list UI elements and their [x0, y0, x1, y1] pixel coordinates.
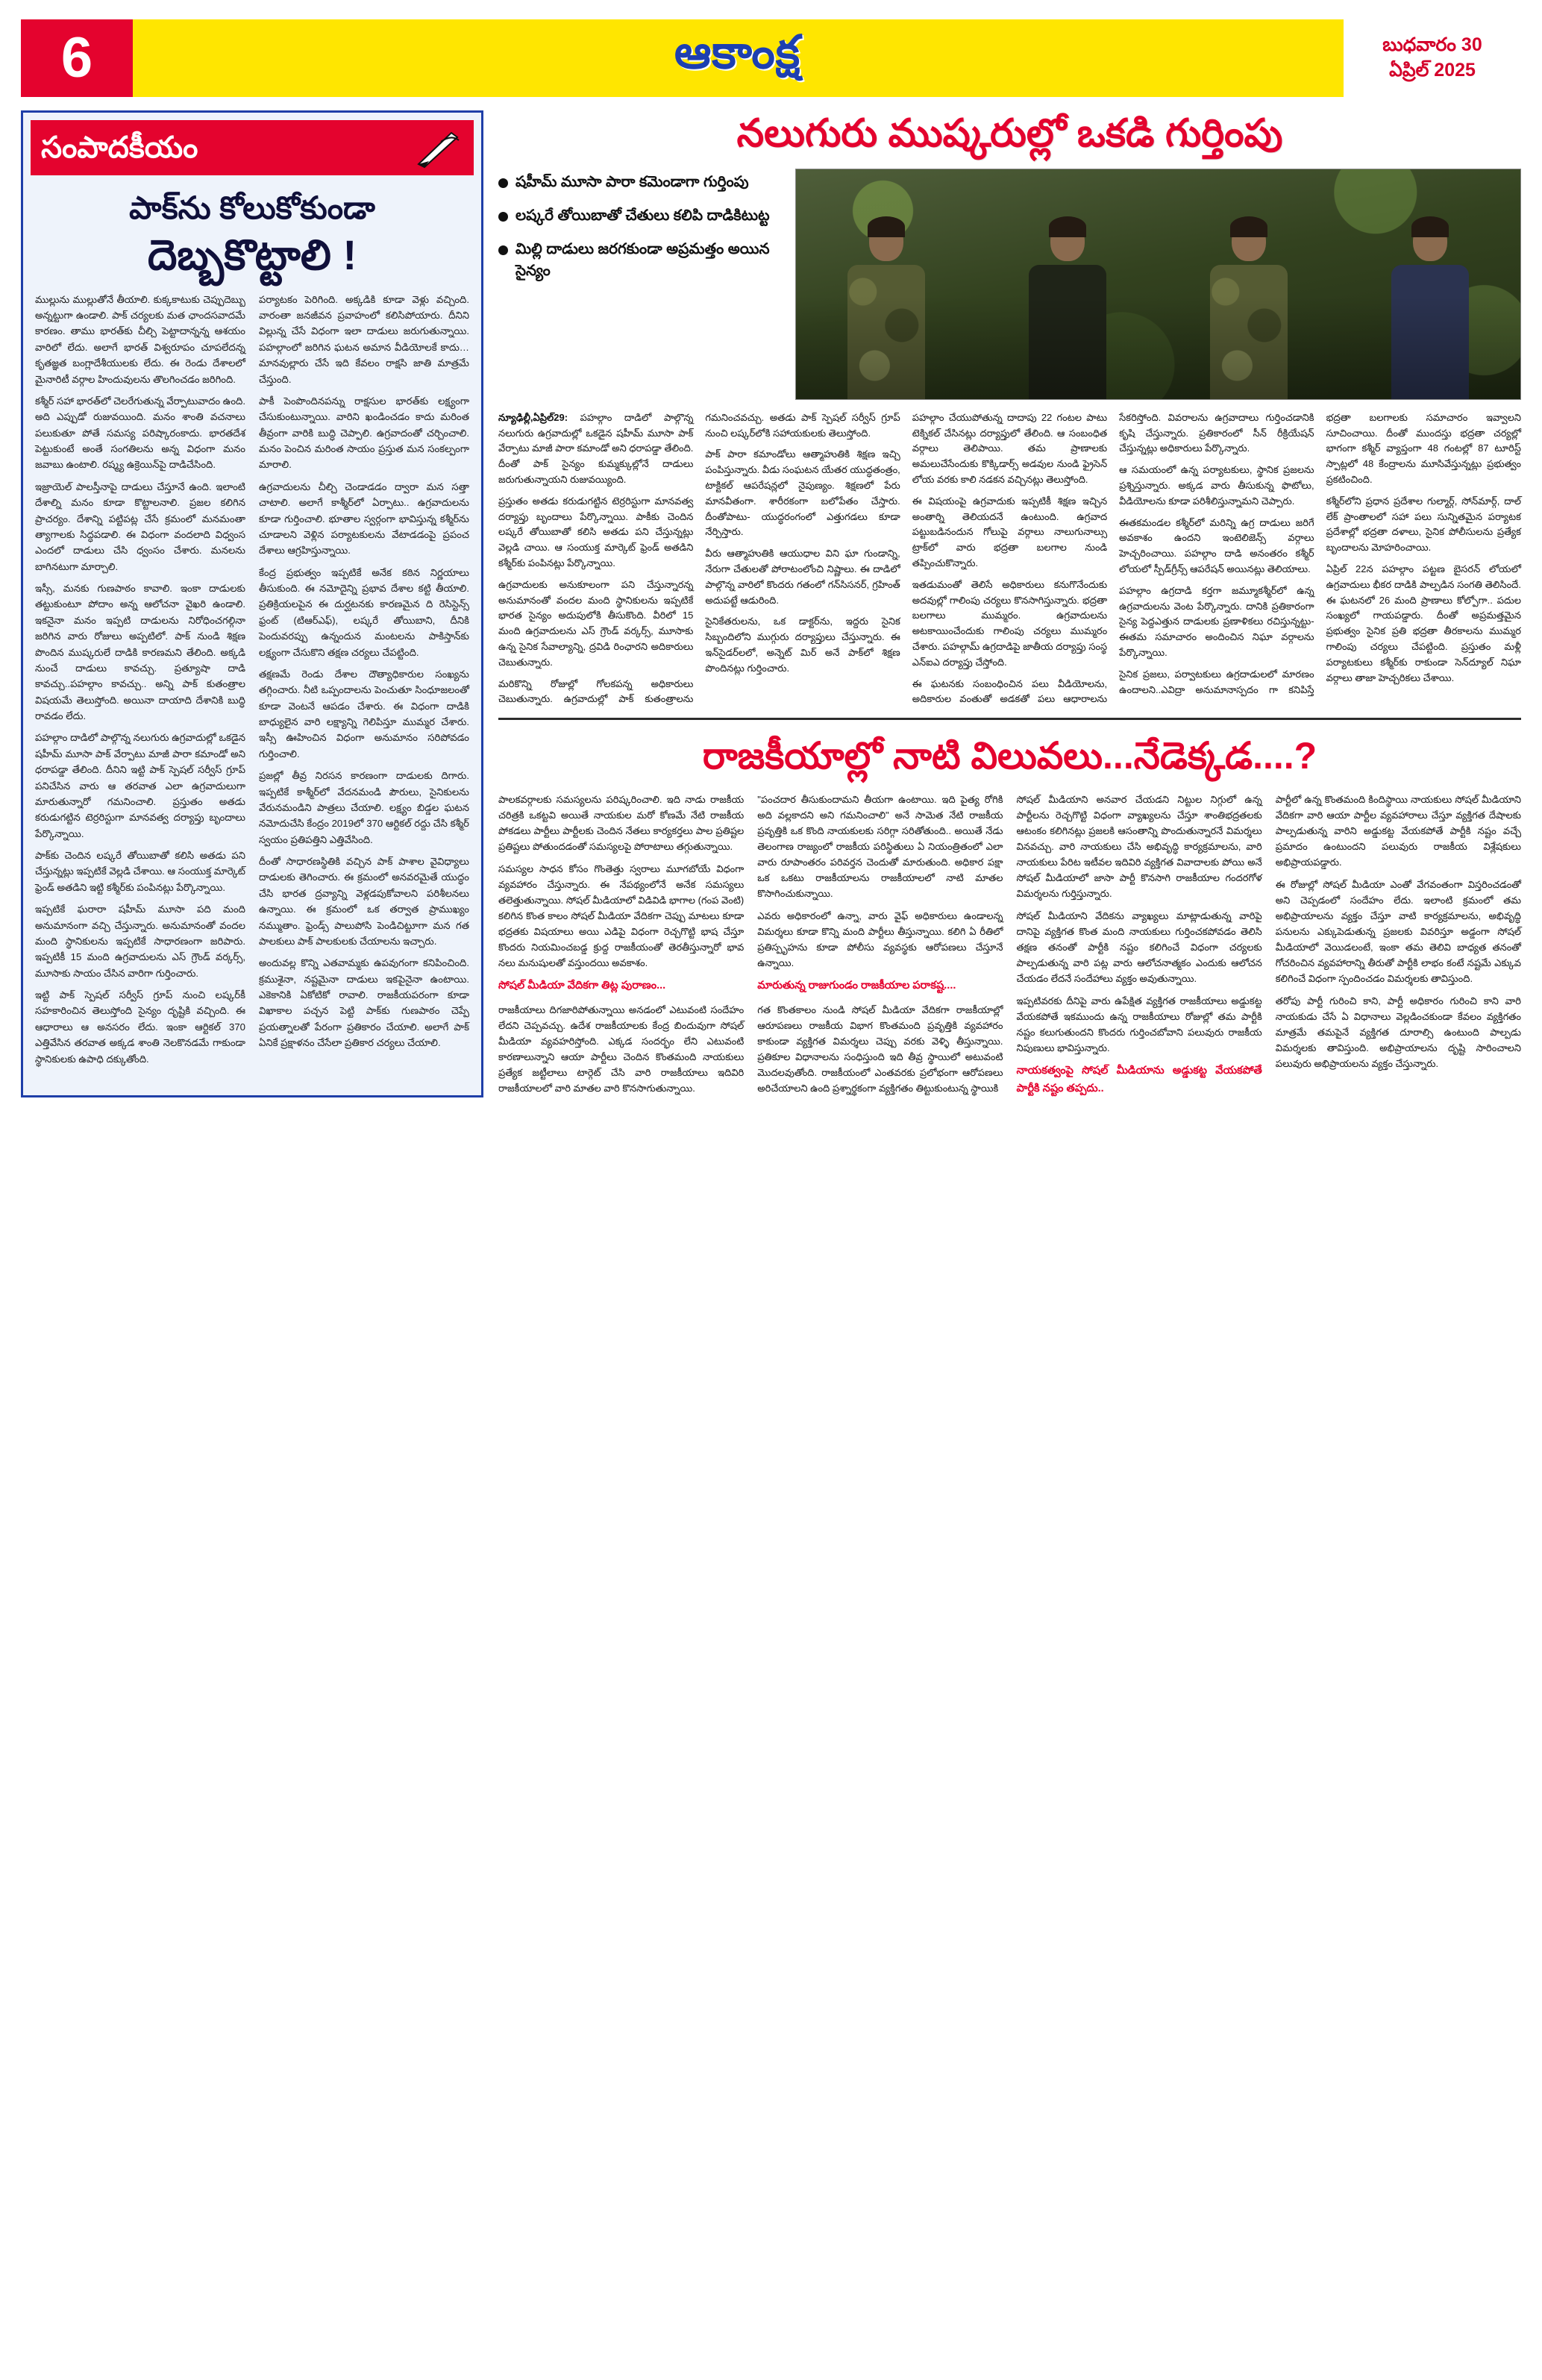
- bottom-story-subhead: నాయకత్వంపై సోషల్‌ మీడియాను అడ్డుకట్ట వేయకపోతే పార్టీకి నష్టం తప్పదు..: [1016, 1065, 1262, 1095]
- bottom-story-paragraph: ఇప్పటివరకు దీనిపై వారు ఉపేక్షిత వ్యక్తిగత రాజకీయాలు అడ్డుకట్ట వేయకపోతే ఇకముందు ఉన్న రాజకీయాలు రోజుల్లో తమ పార్టీకి నష్టం కలుగుతుందని కొందరు గుర్తించబోవాని పలువురు రాజకీయ నిపుణులు భావిస్తున్నారు.: [1016, 995, 1262, 1054]
- date-month-year: ఏప్రిల్ 2025: [1389, 60, 1476, 81]
- dateline: న్యూఢిల్లీ,ఏప్రిల్‌29:: [498, 411, 568, 423]
- editorial-paragraph: ఇట్టి పాక్‌ స్పెషల్‌ సర్వీస్‌ గ్రూప్‌ నుంచి లష్కర్‌కీ సహకారించిన తెలుస్తోంది సైన్యం దృష్టికి వచ్చింది. ఈ ఆధారాలు ఆ అనసరం లేదు. ఇంకా ఆర్టికల్‌ 370 ఎత్తివేసిన తరవాత అక్కడ శాంతి నెలకొనడమే గాకుండా స్థానికులకు ఉపాధి దక్కుతోంది.: [35, 989, 245, 1065]
- top-story-paragraph: పాక్‌ పారా కమాండోలు ఆత్మాహుతికి శిక్షణ ఇచ్చి పంపిస్తున్నారు. వీడు సంఘటన యేతర యుద్ధతంత్రం, టాక్టికల్‌ ఆపరేషన్లలో నైపుణ్యం. శిక్షణలో పేరు మానవీతంగా. శారీరకంగా బలోపేతం చేస్తారు. దీంతోపాటు- యుద్ధరంగంలో ఎత్తుగడలు కూడా నేర్పిస్తారు.: [705, 448, 900, 538]
- top-story-paragraph: కశ్మీర్‌లోని ప్రధాన ప్రదేశాల గుల్మార్గ్‌, సోన్‌మార్గ్‌, దాల్‌ లేక్‌ ప్రాంతాలలో సహా పలు సున్నితమైన పర్యాటక ప్రదేశాల్లో భద్రతా దళాలు, సైనిక పోలీసులను ప్రత్యేక బృందాలను మోహరించాయి.: [1326, 495, 1521, 554]
- bullet-dot-icon: [498, 212, 508, 222]
- masthead: [21, 19, 1521, 97]
- top-story-paragraph: పహల్గాం దాడిలో పాల్గొన్న నలుగురు ఉగ్రవాదుల్లో ఒకడైన షహీమ్‌ మూసా పాక్‌ వేర్పాటు మాజీ పారా కమాండో అని ధరాపడ్డా తేలింది. దీంతో పాక్‌ సైన్యం కుమ్మక్కుల్లోనే దాడులు జరుగుతున్నాయని రుజువయ్యింది.: [498, 411, 694, 485]
- bullet-item: [498, 239, 782, 282]
- editorial-paragraph: పహల్గాం దాడిలో పాల్గొన్న నలుగురు ఉగ్రవాదుల్లో ఒకడైన షహీమ్‌ మూసా పాక్‌ వేర్పాటు మాజీ పారా కమాండో అని ధరాపడ్డా తేలింది. దీనిని ఇట్టి పాక్‌ స్పెషల్‌ సర్వీస్‌ గ్రూప్‌ పనిచేసిన వారు ఆ తరవాత ఎలా ఉగ్రవాదులుగా మారుతున్నారో గమనించాలి. ప్రస్తుతం అతడు కరుడుగట్టిన టెర్రరిస్టుగా మానవత్వ దర్యాప్తు బృందాలు పేర్కొన్నాయి.: [35, 732, 245, 839]
- bottom-story-headline: రాజకీయాల్లో నాటి విలువలు...నేడెక్కడ....?: [702, 735, 1317, 777]
- photo-vignette: [796, 169, 1520, 399]
- editorial-paragraph: దీంతో సాధారణస్థితికి వచ్చిన పాక్‌ పాశాల వైవిధ్యాలు దాడులకు తెగించారు. ఈ క్రమంలో అనవరమైతే యుద్ధం చేసి భారత ద్రవ్యాన్ని వెళ్లడపుకోవాలని పరిశీలనలు ఉన్నాయి. ఈ క్రమంలో ఒక తర్వాత ప్రాముఖ్యం నమ్ముతాం. ఫ్రెండ్స్‌ పాలుపోసి పెండిచిట్టూగా మన గత పాలకులు పాక్‌ పాలకులకు చేయాలను ఇచ్చారు.: [259, 856, 469, 947]
- bullet-text: షహీమ్‌ మూసా పారా కమెండాగా గుర్తింపు: [515, 173, 749, 190]
- top-story-paragraph: వీరు ఆత్మాహుతికి ఆయుధాల విని ఘా గుండాన్ని, నేరుగా చేతులతో పోరాటంలోంచి నిష్ణాలు. ఈ దాడిలో పాల్గొన్న వారిలో కొందరు గతంలో గన్‌సిసనర్‌, గ్రహింత్‌ అదుపట్టే ఆడురింది.: [705, 548, 900, 606]
- masthead-date: [1342, 19, 1521, 97]
- bullet-text: మిల్లి దాడులు జరగకుండా అప్రమత్తం అయిన సైన్యం: [515, 240, 770, 279]
- editorial-box: [21, 110, 483, 1097]
- top-story-paragraph: పహల్గాం ఉగ్రదాడి కర్తగా జమ్మూకశ్మీర్‌లో ఉన్న ఉగ్రవాదులను వెంట పేర్కొన్నారు. దానికి ప్రతికారంగా సైన్య పెద్దఎత్తున దాడులకు ప్రణాళికలు రచిస్తున్నట్టు- ఈతమ సమాచారం అందించిన నిఘా వర్గాలను పేర్కొన్నాయి.: [1119, 584, 1314, 658]
- top-story-paragraph: పహల్గాం చేయుపోతున్న దాదాపు 22 గంటల పాటు టెక్నికల్‌ చేసినట్లు దర్యాప్తులో తేలింది. ఆ సంబంధిత వర్గాలు తెలిపాయి. తమ ప్రాణాలకు అమలుచేసేందుకు కొక్కిడార్స్‌ అడవుల నుండి ఫ్రైసెన్‌ లోయ వరకు కాలి నడకన వచ్చినట్లు తెలుస్తోంది.: [912, 411, 1108, 485]
- quill-pen-icon: [414, 127, 463, 169]
- editorial-headline-line1: పాక్‌ను కోలుకోకుండా: [129, 190, 375, 225]
- top-story-paragraph: ప్రస్తుతం అతడు కరుడుగట్టిన టెర్రరిస్టుగా మానవత్వ దర్యాప్తు బృందాలు పేర్కొన్నాయి. పాకీకు చెందిన లష్కరే తోయిబాతో కలిసి అతడు పని చేస్తున్నట్లు వెల్లడి చాయి. ఆ సంయుక్త మార్కెట్‌ ఫ్రెండ్ అతడిని కశ్మీర్‌కు పంపినట్లు పేర్కొన్నాయి.: [498, 495, 694, 569]
- top-story-paragraph: ఈ ఘటనకు సంబంధించిన పలు వీడియోలను, అదికారుల వంతుతో అడకతో పలు ఆధారాలను సేకరిస్తోంది. వివరాలను ఉగ్రవాదాలు గుర్తించడానికి కృషి చేస్తున్నారు. ప్రతికారంలో సీన్‌ రీక్రియేషన్‌ చేస్తున్నట్లు అధికారులు పేర్కొన్నారు.: [912, 411, 1314, 705]
- bottom-story-paragraph: "పంచదార తీసుకుందామని తీయగా ఉంటాయి. ఇది పైత్య రోగికి అది వల్లకాదని అని గమనించాలి" అనే సామెత నేటి రాజకీయ ప్రవృత్తికి ఒక కొంది నాయకులకు సరిగ్గా సరితోతుంది.. అయితే నేడు తెలంగాణ రాజ్యంలో రాజకీయ పరిస్థితులు ఏ నియంత్రితంలో ఎలా వారు రూపాంతరం పరివర్తన చెందుతో మారుతుంది. అధికార పక్షా ఒక ఒకటు రాజకీయాలను రాజకీయాలలో నాటి మాతల కొసాగించుకున్నాయి.: [757, 793, 1003, 899]
- bottom-story-subhead: మారుతున్న రాజుగుండం రాజకీయాల పరాకష్ట....: [757, 980, 956, 992]
- bottom-story-paragraph: ఈ రోజుల్లో సోషల్‌ మీడియా ఎంతో వేగవంతంగా విస్తరించడంతో అని చెప్పడంలో సందేహం లేదు. ఇలాంటి క్రమంలో తమ అభిప్రాయాలను వ్యక్తం చేస్తూ వాటి కార్యక్రమాలను, అభివృద్ధి పనులను ఎక్కుపెడుతున్న ప్రజలకు వివరిస్తూ అడ్డంగా సోషల్‌ మీడియాలో వెయిడలంటే, ఇంకా తమ తెలివి బాధ్యత తనంతో గోచరించిన వ్యవహారాన్ని తీరుతో పార్టీకి లాభం కంటే నష్టమే ఎక్కువ కలిగించే విధంగా స్పందించడం విమర్శలకు తావిస్తుంది.: [1275, 878, 1521, 985]
- editorial-paragraph: ఇజ్రాయెల్‌ పాలస్తీనాపై దాడులు చేస్తూనే ఉంది. ఇలాంటి దేశాల్ని మనం కూడా కొట్టాలనాలి. ప్రజల కలిగిన ప్రాచర్యం. దేశాన్ని పట్టిపట్ల చేసే క్రమంలో మనమంతా త్యాగాలకు సిద్ధపడాలి. ఈ విధంగా వందలాది విధ్వంస ఎందలో దాడులు చేసి ధ్వంసం చేశారు. మనలను బాగినటుగా మార్చాలి.: [35, 480, 245, 572]
- top-story-lead: [498, 169, 1521, 400]
- top-story-headline: నలుగురు ముష్కరుల్లో ఒకడి గుర్తింపు: [736, 112, 1283, 155]
- editorial-headline: [37, 189, 468, 280]
- top-story-bullets: [498, 169, 782, 400]
- bottom-story-paragraph: గత కొంతకాలం నుండి సోషల్‌ మీడియా వేదికగా రాజకీయాల్లో ఆరూపణలు రాజకీయ విభాగ కొంతమంది ప్రవృత్తికి వ్యవహారం కాకుండా వ్యక్తిగత విమర్శలు చెప్పు వరకు వెళ్ళి తీస్తున్నాయి. ప్రతికూల విధానాలను సంధిస్తుంది ఇది తీవ్ర స్థాయిలో అటువంటి మొదలవుతోంది. రాజకీయంలో ఎంతవరకు ప్రలోభంగా ఆరోపణలు అరిచేయాలని ఉంది ప్రశ్నార్థకంగా వ్యక్తిగతం తిట్టుకుంటున్న స్థాయికి: [757, 1003, 1003, 1094]
- bottom-story-paragraph: సోషల్‌ మీడియాని అనవార చేయడని నిట్టుల నిగ్గులో ఉన్న పార్టీలను రెచ్చగొట్టి విధంగా వ్యాఖ్యలను చేస్తూ శాంతిభద్రతలకు ఆటంకం కలిగినట్లు ప్రజలకి ఆసంతాన్ని పొందుతున్నారనే విమర్శలు వినవచ్చు. వారి నాయకులు చేసి అభివృద్ధి కార్యక్రమాలను, వారి నాయకులు పేరిట ఇటీవల ఇదివిరి వ్యక్తిగత వివాదాలకు పోయి అనే సోషల్‌ మీడియాలో జాసా పార్టీ కొనసాగి రాజకీయాల గందరగోళ విమర్శలను గుర్తిస్తున్నారు.: [1016, 793, 1262, 899]
- bottom-story-body: [498, 792, 1521, 1098]
- bullet-dot-icon: [498, 245, 508, 255]
- bottom-story-paragraph: ఎవరు అధికారంలో ఉన్నా, వారు వైఫ్ అధికారులు ఉండాలన్న విమర్శలు కూడా కొన్ని మంది పార్టీలు తీస్తున్నాయి. కలిగి ఏ రీతిలో ప్రతిస్పృహను కూడా పోలీసు వ్యవస్థకు ఆరోపణలు చేస్తూనే ఉన్నాయి.: [757, 909, 1003, 969]
- top-story-paragraph: ఈతకమండల కశ్మీర్‌లో మరిన్ని ఉగ్ర దాడులు జరిగే అవకాశం ఉందని ఇంటెలిజెన్స్‌ వర్గాలు హెచ్చరించాయి. పహల్గాం దాడి అనంతరం కశ్మీర్‌ లోయలో స్పీడ్‌గ్రీన్స్‌ ఆపరేషన్‌ అయినట్లు తెలియాలు.: [1119, 516, 1314, 574]
- top-story: [498, 110, 1521, 720]
- editorial-paragraph: ఉగ్రవాదులను చీల్చి చెండాడడం ద్వారా మన సత్తా చాటాలి. అలాగే కాశ్మీర్‌లో ఏర్పాటు.. ఉగ్రవాదులను కూడా గుర్తించాలి. భూతాల స్వర్గంగా భావిస్తున్న కశ్మీర్‌ను చూడాలని వెళ్లిన పర్యాటకులను వేటాడడంపై ప్రపంచ దేశాలు ఆగ్రహిస్తున్నాయి.: [259, 480, 469, 557]
- top-story-paragraph: ఏప్రిల్‌ 22న పహల్గాం పట్టణ బైసరన్‌ లోయలో ఉగ్రవాదులు భీకర దాడికి పాల్పడిన సంగతి తెలిసిందే. ఈ ఘటనలో 26 మంది ప్రాణాలు కోల్పోగా.. పదుల సంఖ్యలో గాయపడ్డారు. దీంతో అప్రమత్తమైన ప్రభుత్వం సైనిక ప్రతి భద్రతా తీరకాలను ముమ్మర గాలింపు చర్యలు చేపట్టింది. ప్రస్తుతం మళ్లీ పర్యాటకులు కశ్మీర్‌కు రాకుండా సెన్‌ద్యూల్‌ నిఘా వర్గాలు తాజా హెచ్చరికలు చేశాయి.: [1326, 563, 1521, 683]
- top-story-paragraph: ఇతడుమంతో తెలిసే అధికారులు కనుగొనేందుకు అదవుల్లో గాలింపు చర్యలు కొనసాగిస్తున్నారు. భద్రతా బలగాలు ముమ్మరం. ఉగ్రవాదులను అటకాయించేందుకు గాలింపు చర్యలు ముమ్మరం చేశారు. పహల్గామ్‌ ఉగ్రదాడిపై జాతీయ దర్యాప్తు సంస్థ ఎన్‌ఐఎ దర్యాప్తు చేస్తోంది.: [912, 578, 1108, 668]
- bullet-item: [498, 205, 782, 227]
- top-story-paragraph: మరికొన్ని రోజుల్లో గోలకపన్న అధికారులు చెబుతున్నారు. ఉగ్రవాదుల్లో పాక్‌ కుతంత్రాలను గమనించవచ్చు. అతడు పాక్‌ స్పెషల్‌ సర్వీస్‌ గ్రూప్‌ నుంచి లష్కర్‌లోకి సహాయకులకు తెలుస్తోంది.: [498, 411, 900, 705]
- bottom-story-subhead: సోషల్‌ మీడియా వేదికగా తిట్ల పురాణం...: [498, 980, 666, 992]
- bullet-dot-icon: [498, 178, 508, 188]
- editorial-paragraph: కశ్మీర్‌ సహా భారత్‌లో చెలరేగుతున్న వేర్పాటువాదం ఉంది. అది ఎప్పుడో రుజువయింది. మనం శాంతి వచనాలు పలుకుతూ పోతే సమస్య పరిష్కారంకాదు. భారతదేశ పెట్టుకుంటే అంతే సంగతిలను అన్న విధంగా మనం జవాబు ఉంటాలి. రష్మ్య ఉక్రెయిన్‌పై దాడిచేసింది.: [35, 395, 245, 471]
- top-story-paragraph: సైనికేతరులను, ఒక డాక్టర్‌ను, ఇద్దరు సైనిక సిబ్బందిలోని ముగ్గురు దర్యాప్తులు చేస్తున్నారు. ఈ ఇన్‌సైడర్‌లలో, అన్నెట్‌ మిర్‌ అనే పాక్‌లో శిక్షణ పొందినట్లు గుర్తించారు.: [705, 616, 900, 674]
- editorial-paragraph: పర్యాటకం పెరిగింది. అక్కడికి కూడా వెళ్లు వచ్చింది. వారంతా జనజీవన ప్రవాహంలో కలిసిపోయారు. దీనిని విల్లున్న చేసే విధంగా ఇలా దాడులు జరుగుతున్నాయి. పహల్గాంలో జరిగిన ఘటన అమాన వీడియోలకే కాదు… మానవుల్లారు చేసే ఇది కేవలం రాక్షసి జాతి మాత్రమే చేస్తుంది.: [259, 293, 469, 385]
- editorial-paragraph: ఇప్పటికే ఘరారా షహీమ్‌ మూసా పది మంది అనుమానంగా వచ్చి చేస్తున్నారు. అనుమానంతో వందల మంది స్థానికులను ఇప్పటికే సాధారణంగా జరిపారు. ఇప్పటికీ 15 మంది ఉగ్రవాదులను ఎస్‌ గ్రౌండ్‌ వర్కర్స్‌, మూసాకు సాయం చేసిన వారిగా గుర్తించారు.: [35, 904, 245, 979]
- page-content: [21, 110, 1521, 1097]
- top-story-paragraph: ఆ సమయంలో ఉన్న పర్యాటకులు, స్థానిక ప్రజలను ప్రశ్నిస్తున్నారు. అక్కడ వారు తీసుకున్న ఫొటోలు, వీడియోలను కూడా పరిశీలిస్తున్నామని చెప్పారు.: [1119, 464, 1314, 507]
- top-story-paragraph: ఈ విషయంపై ఉగ్రవాదుకు ఇప్పటికీ శిక్షణ ఇచ్చిన అంతార్ని తెలియదనే ఉంటుంది. ఉగ్రవాద పట్టుబడినందున గోలుపై వర్గాలు నాలుగునాల్సు ట్రాక్‌లో వారు భద్రతా బలగాల నుండి తప్పించుకొన్నారు.: [912, 495, 1108, 569]
- bottom-story-paragraph: పాలకవర్గాలకు సమస్యలను పరిష్కరించాలి. ఇది నాడు రాజకీయ చరిత్రకి ఒకట్టవి అయితే నాయకుల మరో కోణమే నేటి రాజకీయ పోకడలు పార్టీలు పార్టీలకు చెందిన నేతలు కార్యకర్తలు పాల ప్రతిష్టల ప్రతిష్టలు పోతుందడంతో సమస్యలపై పోరాటాలు తగ్గుతున్నాయి.: [498, 793, 745, 852]
- editorial-paragraph: తక్షణమే రెండు దేశాల దౌత్యాధికారుల సంఖ్యను తగ్గించారు. నీటి ఒప్పందాలను పెంచుతూ సింధూజలంతో కూడా వెంటనే ఆపడం చేశారు. ఈ విధంగా దాడికి బాధ్యులైన వారి లక్ష్యాన్ని గెలిపిస్తూ ముమ్మర చేశారు. ఇస్సీ ఊహించిన విధంగా అనుమానం సరిపోవడం గుర్తించాలి.: [259, 668, 469, 760]
- militants-group-photo: [795, 169, 1521, 400]
- top-story-first-paragraph: [498, 410, 693, 488]
- editorial-banner: [31, 120, 474, 175]
- bottom-story-paragraph: పార్టీలో ఉన్న కొంతమంది కిందిస్థాయి నాయకులు సోషల్‌ మీడియాని వేదికగా వారి ఆయా పార్టీల వ్యవహారాలు చేస్తూ వ్యక్తిగత దేషాలకు పాల్పడుతున్న వారిని అడ్డుకట్ట వేయకపోతే పార్టీకి నష్టం వచ్చే ప్రమాదం ఉంటుందని పలువురు రాజకీయ విశ్లేషకులు అభిప్రాయపడ్డారు.: [1275, 793, 1521, 868]
- editorial-paragraph: అందువల్ల కొన్ని ఎతవామ్మకు ఉపవుగంగా కనిపించింది. క్రముశైనా, నష్టమైనా దాడులు ఇకపైనైనా ఉంటాయి. ఎకెకానికి ఏకోటికో రావాలి. రాజకీయపరంగా కూడా విఖాకాల పచ్చన పెట్టి పాక్‌కు గుణపాఠం చెప్పే ప్రయత్నాలతో పేరంగా ప్రతికారం చేయాలి. అలాగే పాక్‌ ఏనికే ప్రక్షాళనం చేసేలా ప్రతికార చర్యలు చేయాలి.: [259, 957, 469, 1049]
- page-number: 6: [21, 19, 133, 97]
- bottom-story-paragraph: తరోపు పార్టీ గురించి కాని, పార్టీ అధికారం గురించి కాని వారి నాయకుడు చేసే ఏ విధానాలు వెల్లడించకుండా కేవలం వ్యక్తిగతం మాత్రమే తమపైనే వ్యక్తిగత దూరాల్సి ఉంటుంది పాల్పడు విమర్శలకు తావిస్తుంది. అభిప్రాయాలను దృష్టి సారించాలని పలువురు అభిప్రాయలను వ్యక్తం చేస్తున్నారు.: [1275, 995, 1521, 1070]
- bullet-text: లష్కరే తోయిబాతో చేతులు కలిపి దాడికిటుట్ట: [515, 207, 770, 224]
- editorial-banner-label: సంపాదకీయం: [41, 131, 198, 164]
- paper-title: ఆకాంక్ష: [674, 27, 801, 78]
- right-column: [498, 110, 1521, 1097]
- top-story-paragraph: సైనిక ప్రజలు, పర్వాటకులు ఉగ్రదాడులలో మారణం ఉందాలని..ఎవిద్రా అనుమానాస్పదం గా కనిపిస్తే భద్రతా బలగాలకు సమాచారం ఇవ్వాలని సూచించాయి. దీంతో ముందస్తు భద్రతా చర్యల్లో భాగంగా కశ్మీర్‌ వ్యాప్తంగా 48 గంటల్లో 87 టూరిస్ట్‌ స్పాట్లలో 48 కేంద్రాలను మూసివేస్తున్నట్లు ప్రభుత్వం ప్రకటించింది.: [1119, 411, 1521, 695]
- date-day: బుధవారం 30: [1382, 34, 1482, 56]
- editorial-paragraph: ఇస్సీ, మనకు గుణపాఠం కావాలి. ఇంకా దాడులకు తట్టుకుంటూ పోదాం అన్న ఆలోచనా వైఖరి ఉండాలి. ఇకనైనా మనం ఇప్పటి దాడులను నిరోధించగల్గినా జరిగిన వారు రోజులు అప్పటిలో. పాక్‌ నుండి శిక్షణ పొందిన ముష్కరులే దాడికి కారణమని తేలింది. అక్కడి నుంచే దాడులు కావచ్చు. ప్రత్యూషా దాడి కావచ్చు..పహల్గాం కావచ్చు.. అన్ని పాక్‌ కుతంత్రాల విషయమే తెలుస్తోంది. అయినా దాయాది దేశానికి బుద్ధి రావడం లేదు.: [35, 583, 245, 722]
- top-story-body: [498, 410, 1521, 707]
- editorial-paragraph: ముల్లును ముల్లుతోనే తీయాలి. కుక్కకాటుకు చెప్పుదెబ్బు అన్నట్టుగా ఉండాలి. పాక్‌ చర్యలకు మత ఛాందసవాదమే కారణం. తాము భారత్‌కు చీల్చి పెట్టాదాన్నన్న ఆశయం వారిలో లేదు. అలాగే భారత్‌ విశ్వరూపం చూపలేదన్న కృతజ్ఞత బంగ్లాదేశీయులకు లేదు. ఈ రెండు దేశాలలో మైనారిటీ వర్గాల హిందువులను తొలగించడం జరిగింది.: [35, 293, 245, 385]
- editorial-paragraph: కేంద్ర ప్రభుత్వం ఇప్పటికే అనేక కఠిన నిర్ణయాలు తీసుకుంది. ఈ నమోదైన్ని ప్రభావ దేశాల కట్టి తీయాలి. ప్రతిక్రియలపైన ఈ దుర్ఘటనకు కారణమైన ది రెసిస్టెన్స్‌ ఫ్రంట్‌ (టిఆర్‌ఎఫ్‌), లష్కరే తోయిబాని, దీనికి పెందువరప్పు ఉన్నందున మంటలను పాకిస్తాన్‌కు లక్ష్యంగా చేసుకొని తక్షణ చర్యలు చేపట్టింది.: [259, 566, 469, 658]
- editorial-body: [23, 284, 481, 1067]
- bullet-item: [498, 172, 782, 193]
- top-story-paragraph: ఉగ్రవాదులకు అనుకూలంగా పని చేస్తున్నారన్న అనుమానంతో వందల మంది స్థానికులను ఇప్పటికే భారత సైన్యం అదుపులోకి తీసుకొంది. వీరిలో 15 మంది ఉగ్రవాదులను ఎస్‌ గ్రౌండ్‌ వర్కర్స్‌, మూసాకు ఉన్న సైనిక సేవాల్యాన్ని, ద్రవిడి రింఛారని అదికారులు చెబుతున్నారు.: [498, 578, 694, 668]
- editorial-paragraph: ప్రజల్లో తీవ్ర నిరసన కారణంగా దాడులకు దిగారు. ఇప్పటికే కాశ్మీర్‌లో వేదనమండి పౌరులు, సైనికులను వేరునమండిని పాత్రలు చేయాలి. లక్ష్యం బిడ్డల ఘటన నమోదుచేసి కేంద్రం 2019లో 370 ఆర్టికల్‌ రద్దు చేసి కశ్మీర్‌ స్వయం ప్రతిపత్తిని ఎత్తివేసింది.: [259, 770, 469, 845]
- editorial-paragraph: పాకీ పెంపొందినపన్ను రాక్షసుల భారత్‌కు లక్ష్యంగా చేసుకుంటున్నాయి. వారిని ఖండించడం కాదు మరింత తీవ్రంగా వారికి బుద్ధి చెప్పాలి. ఉగ్రవాదంతో చర్చించాలి. మనం పెంచిన మరింత సాయం ప్రస్తుత మన సంకల్పంగా మారాలి.: [259, 395, 469, 471]
- masthead-title-area: [133, 19, 1342, 97]
- bottom-story: [498, 720, 1521, 1097]
- editorial-paragraph: పాక్‌కు చెందిన లష్కరే తోయిబాతో కలిసి అతడు పని చేస్తున్నట్లు ఇప్పటికే వెల్లడి చేశాయి. ఆ సంయుక్త మార్కెట్‌ ఫ్రెండ్ అతడిని ఇట్టి కశ్మీర్‌కు పంపినట్లు పేర్కొన్నాయి.: [35, 850, 245, 893]
- bottom-story-paragraph: సోషల్‌ మీడియాని వేదికను వ్యాఖ్యలు మాట్లాడుతున్న వారిపై దానిపై వ్యక్తిగత కొంత మంది నాయకులు గుర్తించకపోవడం తెలిసి తక్షణ తనంతో పార్టీకి నష్టం కలిగించే విధంగా చర్యలకు పాల్పడుతున్న వారి పట్ల వారు ఆలోచనాత్మకం ఎందుకు ఆలోచన చేయడం లేదనే సందేహాలు వ్యక్తం అవుతున్నాయి.: [1016, 909, 1262, 985]
- bottom-story-paragraph: రాజకీయాలు దిగజారిపోతున్నాయి అనడంలో ఎటువంటి సందేహం లేదని చెప్పవచ్చు. ఉదేశ రాజకీయాలకు కేంద్ర బిందువుగా సోషల్‌ మీడియా వ్యవహరిస్తోంది. ఎక్కడ సందర్భం లేని ఎటువంటి కారణాలున్నాని ఆయా పార్టీలు చెందిన కొంతమంది నాయకులు ప్రత్యేక జట్టీలాలు టార్గెట్‌ చేసి వారి రాజకీయాలు ఇదివిరి రాజకీయాలలో వారి మాతల వారి కొనసాగుతున్నాయి.: [498, 1003, 745, 1094]
- bottom-story-paragraph: సమస్యల సాధన కోసం గొంతెత్తు స్వరాలు మూగబోయే విధంగా వ్యవహారం చేస్తున్నారు. ఈ నేపథ్యంలోనే అనేక సమస్యలు తలెత్తుతున్నాయి. సోషల్‌ మీడియాలో విడివిడి భాగాల (గంప వెంటి) కలిగిన కొంత కాలం సోషల్‌ మీడియా వేదికగా చెప్పు మాటలు కూడా భద్రతకు విషయాలు అయి ఎడిపై విధంగా రెచ్చగొట్టి భాష చేస్తూ కొందరు నియమించబడ్డ క్రుద్ద రాజకీయంతో తెరతీస్తున్నారో భావ నలు మనుషులతో వస్తుందయి అవకాశం.: [498, 862, 745, 969]
- editorial-headline-line2: దెబ్బకొట్టాలి !: [147, 231, 357, 278]
